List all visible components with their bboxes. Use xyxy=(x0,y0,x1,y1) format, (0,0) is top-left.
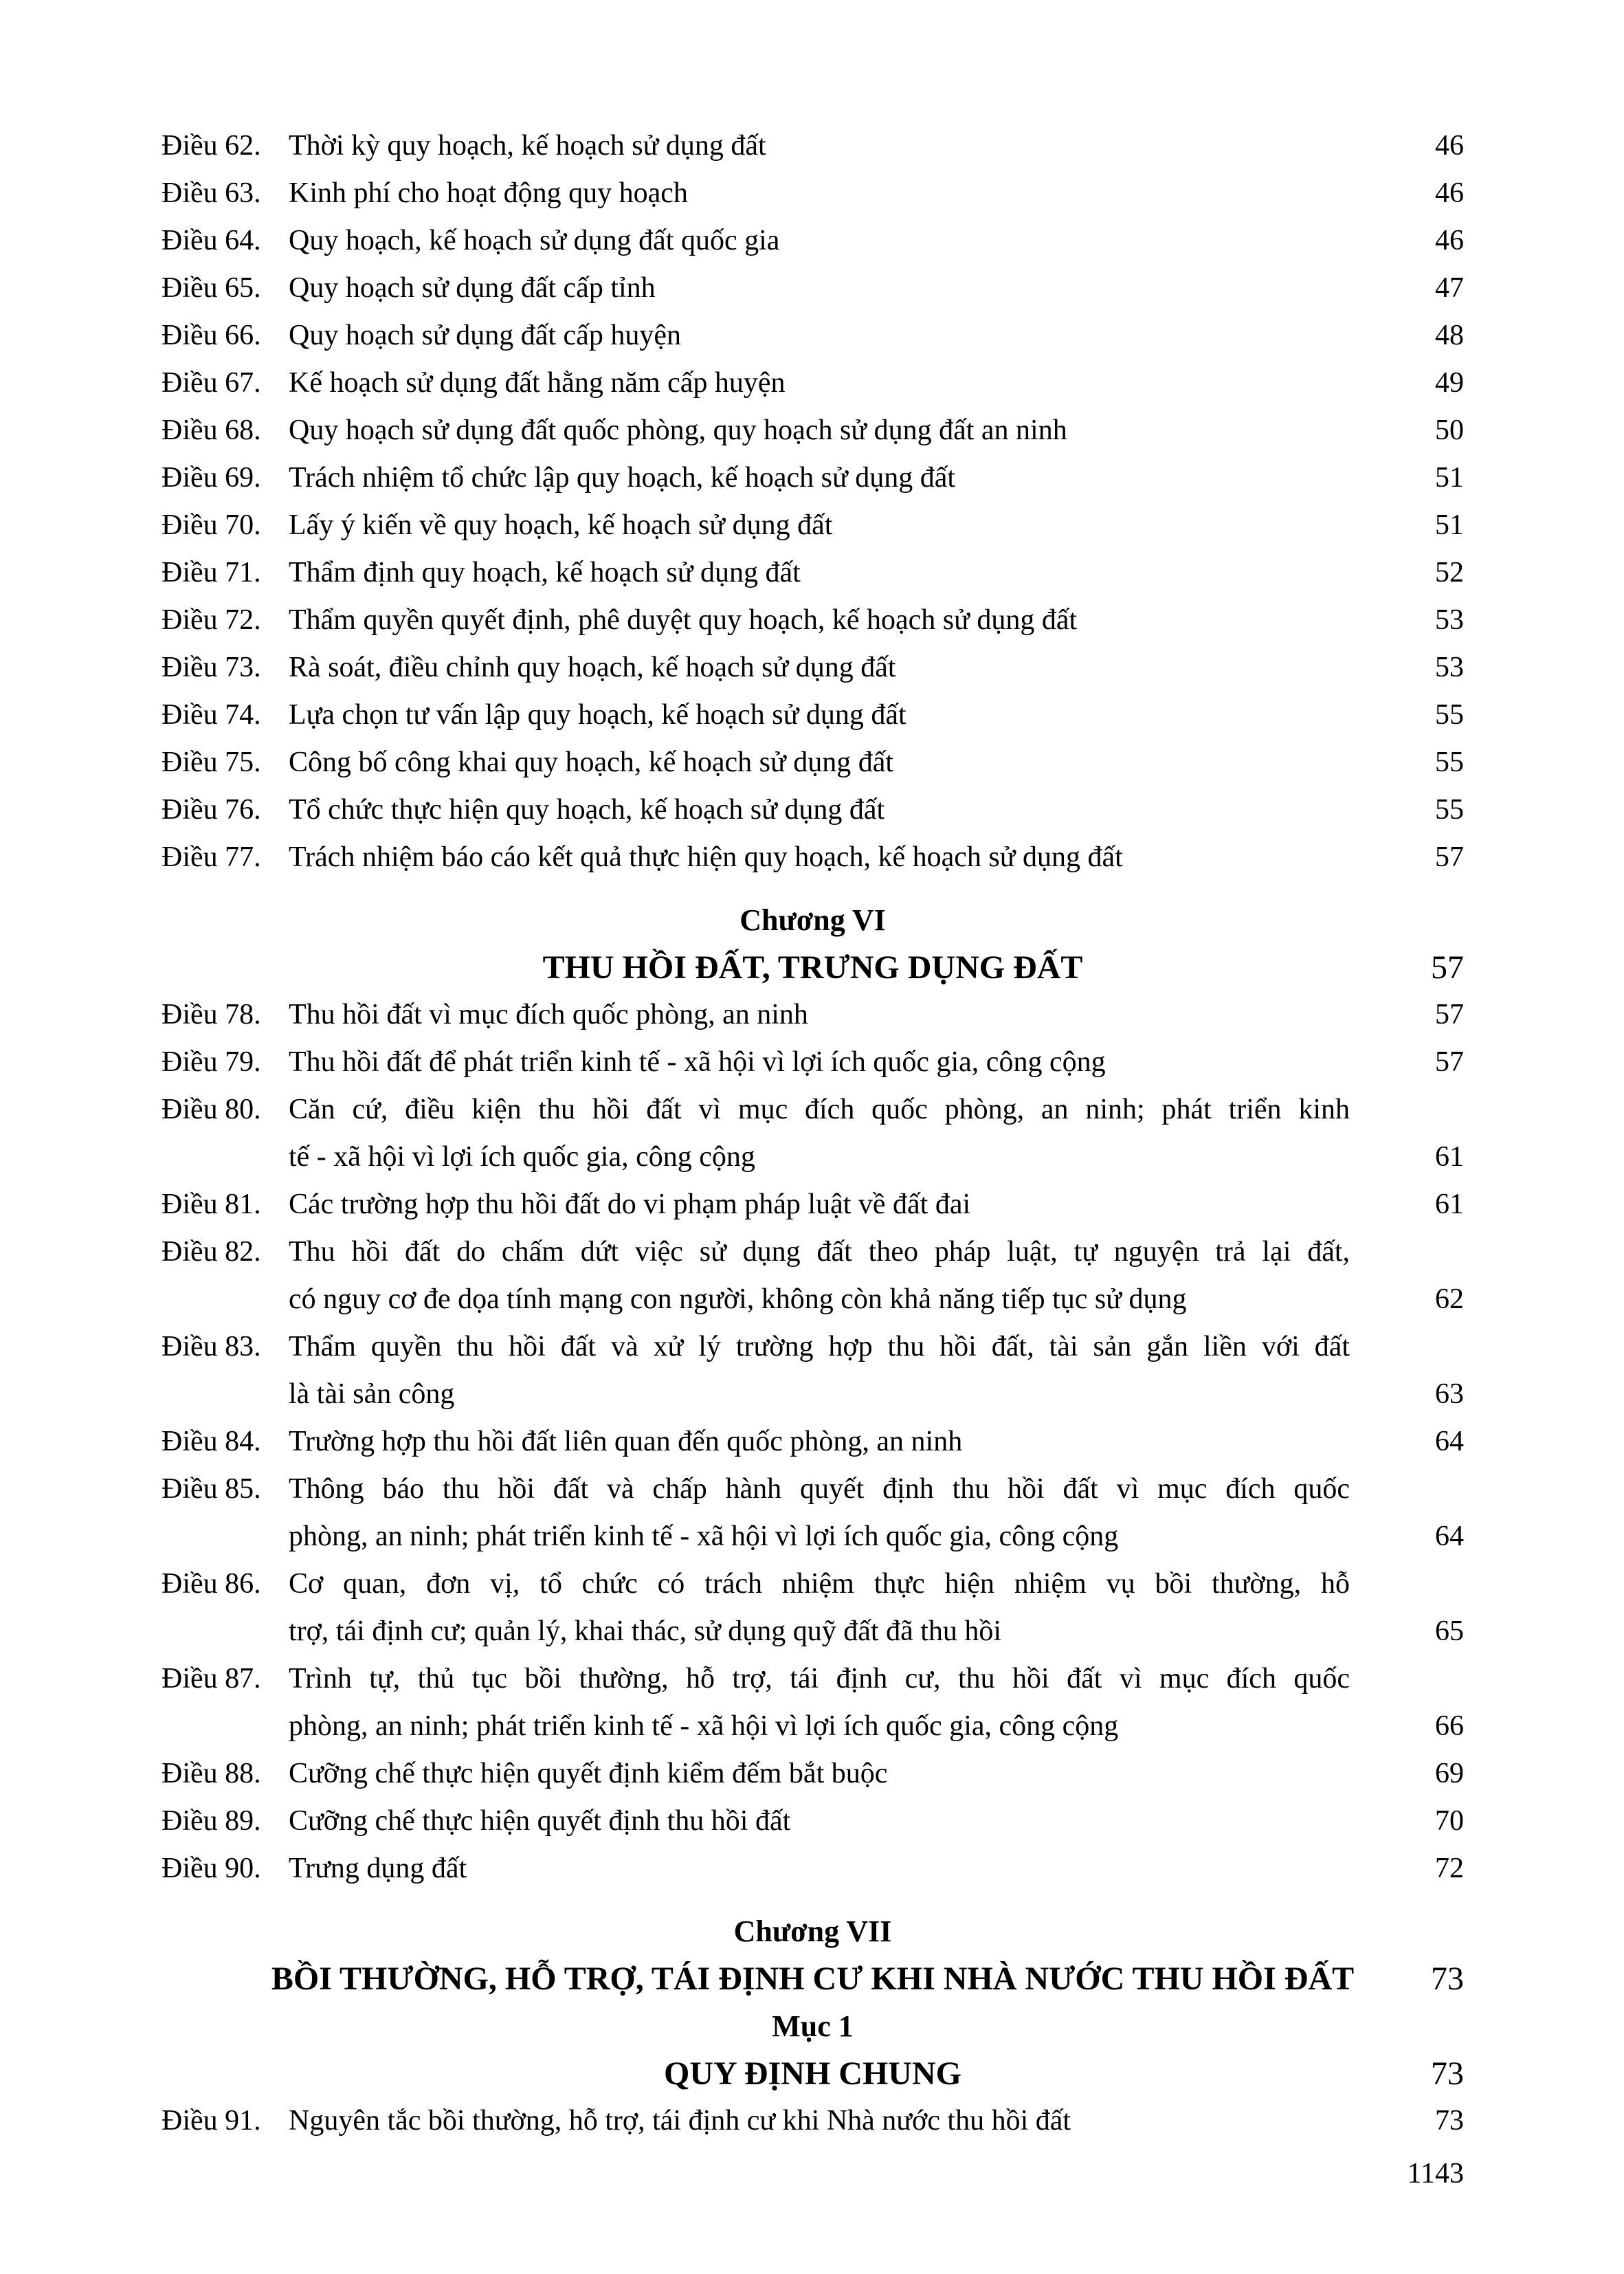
article-label: Điều 69. xyxy=(162,462,261,494)
toc-article-row xyxy=(162,644,1464,692)
page-number: 64 xyxy=(1435,1521,1464,1552)
article-label: Điều 63. xyxy=(162,177,261,209)
page-number: 46 xyxy=(1435,177,1464,209)
article-title: phòng, an ninh; phát triển kinh tế - xã hội vì lợi ích quốc gia, công cộng xyxy=(289,1521,1119,1552)
chapter-label-text: Chương VI xyxy=(739,903,886,937)
article-label: Điều 66. xyxy=(162,320,261,351)
page-number: 63 xyxy=(1435,1378,1464,1410)
article-title: Thu hồi đất do chấm dứt việc sử dụng đất theo pháp luật, tự nguyện trả lại đất, xyxy=(289,1236,1350,1268)
page-number: 55 xyxy=(1435,747,1464,778)
article-title: trợ, tái định cư; quản lý, khai thác, sử dụng quỹ đất đã thu hồi xyxy=(289,1615,1002,1647)
toc-continuation-row xyxy=(162,1371,1464,1418)
article-title: Căn cứ, điều kiện thu hồi đất vì mục đích quốc phòng, an ninh; phát triển kinh xyxy=(289,1094,1350,1125)
article-title: Quy hoạch sử dụng đất cấp huyện xyxy=(289,320,681,351)
toc-article-row xyxy=(162,1418,1464,1466)
toc-article-row xyxy=(162,1466,1464,1513)
article-title: có nguy cơ đe dọa tính mạng con người, không còn khả năng tiếp tục sử dụng xyxy=(289,1283,1187,1315)
section-label-text: Mục 1 xyxy=(772,2009,854,2043)
page-number: 50 xyxy=(1435,415,1464,446)
toc-article-row xyxy=(162,991,1464,1039)
article-label: Điều 74. xyxy=(162,699,261,731)
article-title: Trường hợp thu hồi đất liên quan đến quốc phòng, an ninh xyxy=(289,1426,963,1457)
article-label: Điều 76. xyxy=(162,794,261,826)
article-title: là tài sản công xyxy=(289,1378,455,1410)
toc-article-row xyxy=(162,454,1464,502)
page-number: 51 xyxy=(1435,462,1464,494)
article-title: Thẩm quyền quyết định, phê duyệt quy hoạch, kế hoạch sử dụng đất xyxy=(289,604,1078,636)
article-title: Trưng dụng đất xyxy=(289,1853,467,1884)
page-number: 62 xyxy=(1435,1283,1464,1315)
page-number: 55 xyxy=(1435,794,1464,826)
article-title: Trách nhiệm tổ chức lập quy hoạch, kế hoạch sử dụng đất xyxy=(289,462,956,494)
page-number: 57 xyxy=(1435,999,1464,1030)
section-label xyxy=(162,2002,1464,2050)
toc-article-row xyxy=(162,217,1464,265)
article-label: Điều 91. xyxy=(162,2105,261,2137)
footer-page-number: 1143 xyxy=(1407,2158,1464,2189)
toc-article-row xyxy=(162,122,1464,170)
page-number: 73 xyxy=(1431,1961,1464,1997)
chapter-label-text: Chương VII xyxy=(733,1914,892,1948)
article-title: Cơ quan, đơn vị, tổ chức có trách nhiệm thực hiện nhiệm vụ bồi thường, hỗ xyxy=(289,1568,1350,1600)
toc-list xyxy=(162,122,1464,2145)
article-title: Thẩm quyền thu hồi đất và xử lý trường hợp thu hồi đất, tài sản gắn liền với đất xyxy=(289,1331,1350,1362)
page-number: 70 xyxy=(1435,1805,1464,1837)
article-title: Thời kỳ quy hoạch, kế hoạch sử dụng đất xyxy=(289,130,766,162)
article-label: Điều 70. xyxy=(162,509,261,541)
article-title: Lựa chọn tư vấn lập quy hoạch, kế hoạch sử dụng đất xyxy=(289,699,906,731)
article-label: Điều 82. xyxy=(162,1236,261,1268)
article-label: Điều 71. xyxy=(162,557,261,588)
article-label: Điều 72. xyxy=(162,604,261,636)
page-number: 48 xyxy=(1435,320,1464,351)
toc-article-row xyxy=(162,407,1464,454)
article-title: Các trường hợp thu hồi đất do vi phạm pháp luật về đất đai xyxy=(289,1189,971,1220)
section-title-text: QUY ĐỊNH CHUNG xyxy=(664,2055,961,2092)
toc-article-row xyxy=(162,1655,1464,1703)
toc-article-row xyxy=(162,692,1464,739)
toc-article-row xyxy=(162,312,1464,360)
page-number: 69 xyxy=(1435,1758,1464,1789)
article-label: Điều 84. xyxy=(162,1426,261,1457)
toc-continuation-row xyxy=(162,1276,1464,1323)
article-label: Điều 85. xyxy=(162,1473,261,1505)
article-label: Điều 83. xyxy=(162,1331,261,1362)
toc-article-row xyxy=(162,1750,1464,1798)
toc-continuation-row xyxy=(162,1608,1464,1655)
toc-article-row xyxy=(162,1798,1464,1845)
article-title: Quy hoạch, kế hoạch sử dụng đất quốc gia xyxy=(289,225,780,256)
chapter-title-text: BỒI THƯỜNG, HỖ TRỢ, TÁI ĐỊNH CƯ KHI NHÀ NƯỚC THU HỒI ĐẤT xyxy=(271,1961,1355,1997)
article-label: Điều 65. xyxy=(162,272,261,304)
article-label: Điều 77. xyxy=(162,841,261,873)
article-title: Thu hồi đất vì mục đích quốc phòng, an ninh xyxy=(289,999,808,1030)
article-title: Thẩm định quy hoạch, kế hoạch sử dụng đất xyxy=(289,557,801,588)
article-title: Cưỡng chế thực hiện quyết định kiểm đếm bắt buộc xyxy=(289,1758,888,1789)
page-number: 73 xyxy=(1435,2105,1464,2137)
article-label: Điều 81. xyxy=(162,1189,261,1220)
article-title: Rà soát, điều chỉnh quy hoạch, kế hoạch sử dụng đất xyxy=(289,652,896,683)
article-title: tế - xã hội vì lợi ích quốc gia, công cộng xyxy=(289,1141,755,1173)
article-label: Điều 86. xyxy=(162,1568,261,1600)
page-number: 61 xyxy=(1435,1141,1464,1173)
chapter-title xyxy=(162,1955,1464,2002)
page-number: 46 xyxy=(1435,225,1464,256)
article-label: Điều 90. xyxy=(162,1853,261,1884)
page-number: 57 xyxy=(1435,1046,1464,1078)
toc-article-row xyxy=(162,786,1464,834)
article-label: Điều 80. xyxy=(162,1094,261,1125)
chapter-label xyxy=(162,1908,1464,1955)
section-title xyxy=(162,2050,1464,2097)
page-number: 55 xyxy=(1435,699,1464,731)
article-label: Điều 73. xyxy=(162,652,261,683)
chapter-title xyxy=(162,944,1464,991)
article-title: Quy hoạch sử dụng đất quốc phòng, quy hoạch sử dụng đất an ninh xyxy=(289,415,1067,446)
toc-article-row xyxy=(162,1228,1464,1276)
toc-article-row xyxy=(162,1086,1464,1134)
article-label: Điều 88. xyxy=(162,1758,261,1789)
article-label: Điều 79. xyxy=(162,1046,261,1078)
article-label: Điều 75. xyxy=(162,747,261,778)
toc-continuation-row xyxy=(162,1513,1464,1560)
article-title: Kinh phí cho hoạt động quy hoạch xyxy=(289,177,688,209)
article-label: Điều 87. xyxy=(162,1663,261,1695)
chapter-label xyxy=(162,896,1464,944)
toc-article-row xyxy=(162,597,1464,644)
article-title: Trình tự, thủ tục bồi thường, hỗ trợ, tái định cư, thu hồi đất vì mục đích quốc xyxy=(289,1663,1350,1695)
page-number: 47 xyxy=(1435,272,1464,304)
toc-article-row xyxy=(162,360,1464,407)
page-number: 73 xyxy=(1431,2055,1464,2092)
page-number: 66 xyxy=(1435,1710,1464,1742)
page-number: 53 xyxy=(1435,604,1464,636)
toc-article-row xyxy=(162,2097,1464,2145)
toc-article-row xyxy=(162,502,1464,549)
article-title: Lấy ý kiến về quy hoạch, kế hoạch sử dụng đất xyxy=(289,509,833,541)
page-number: 72 xyxy=(1435,1853,1464,1884)
page-number: 65 xyxy=(1435,1615,1464,1647)
page-number: 46 xyxy=(1435,130,1464,162)
toc-article-row xyxy=(162,170,1464,217)
page-number: 52 xyxy=(1435,557,1464,588)
toc-article-row xyxy=(162,1323,1464,1371)
page-number: 64 xyxy=(1435,1426,1464,1457)
toc-continuation-row xyxy=(162,1134,1464,1181)
toc-article-row xyxy=(162,265,1464,312)
article-label: Điều 89. xyxy=(162,1805,261,1837)
page-number: 49 xyxy=(1435,367,1464,399)
chapter-title-text: THU HỒI ĐẤT, TRƯNG DỤNG ĐẤT xyxy=(542,949,1083,986)
article-label: Điều 64. xyxy=(162,225,261,256)
article-title: Thu hồi đất để phát triển kinh tế - xã hội vì lợi ích quốc gia, công cộng xyxy=(289,1046,1106,1078)
toc-continuation-row xyxy=(162,1703,1464,1750)
page-number: 57 xyxy=(1431,949,1464,986)
article-title: Kế hoạch sử dụng đất hằng năm cấp huyện xyxy=(289,367,786,399)
article-title: Tổ chức thực hiện quy hoạch, kế hoạch sử dụng đất xyxy=(289,794,885,826)
toc-article-row xyxy=(162,1560,1464,1608)
article-label: Điều 62. xyxy=(162,130,261,162)
toc-article-row xyxy=(162,1845,1464,1892)
article-title: Công bố công khai quy hoạch, kế hoạch sử dụng đất xyxy=(289,747,894,778)
page-number: 51 xyxy=(1435,509,1464,541)
article-title: Trách nhiệm báo cáo kết quả thực hiện quy hoạch, kế hoạch sử dụng đất xyxy=(289,841,1123,873)
article-title: Thông báo thu hồi đất và chấp hành quyết định thu hồi đất vì mục đích quốc xyxy=(289,1473,1350,1505)
article-title: Quy hoạch sử dụng đất cấp tỉnh xyxy=(289,272,656,304)
article-label: Điều 78. xyxy=(162,999,261,1030)
toc-article-row xyxy=(162,1181,1464,1228)
toc-article-row xyxy=(162,834,1464,881)
page-number: 61 xyxy=(1435,1189,1464,1220)
toc-article-row xyxy=(162,549,1464,597)
page-number: 57 xyxy=(1435,841,1464,873)
article-label: Điều 67. xyxy=(162,367,261,399)
toc-article-row xyxy=(162,1039,1464,1086)
article-title: phòng, an ninh; phát triển kinh tế - xã hội vì lợi ích quốc gia, công cộng xyxy=(289,1710,1119,1742)
article-title: Nguyên tắc bồi thường, hỗ trợ, tái định cư khi Nhà nước thu hồi đất xyxy=(289,2105,1071,2137)
article-label: Điều 68. xyxy=(162,415,261,446)
toc-article-row xyxy=(162,739,1464,786)
article-title: Cưỡng chế thực hiện quyết định thu hồi đất xyxy=(289,1805,791,1837)
page-number: 53 xyxy=(1435,652,1464,683)
